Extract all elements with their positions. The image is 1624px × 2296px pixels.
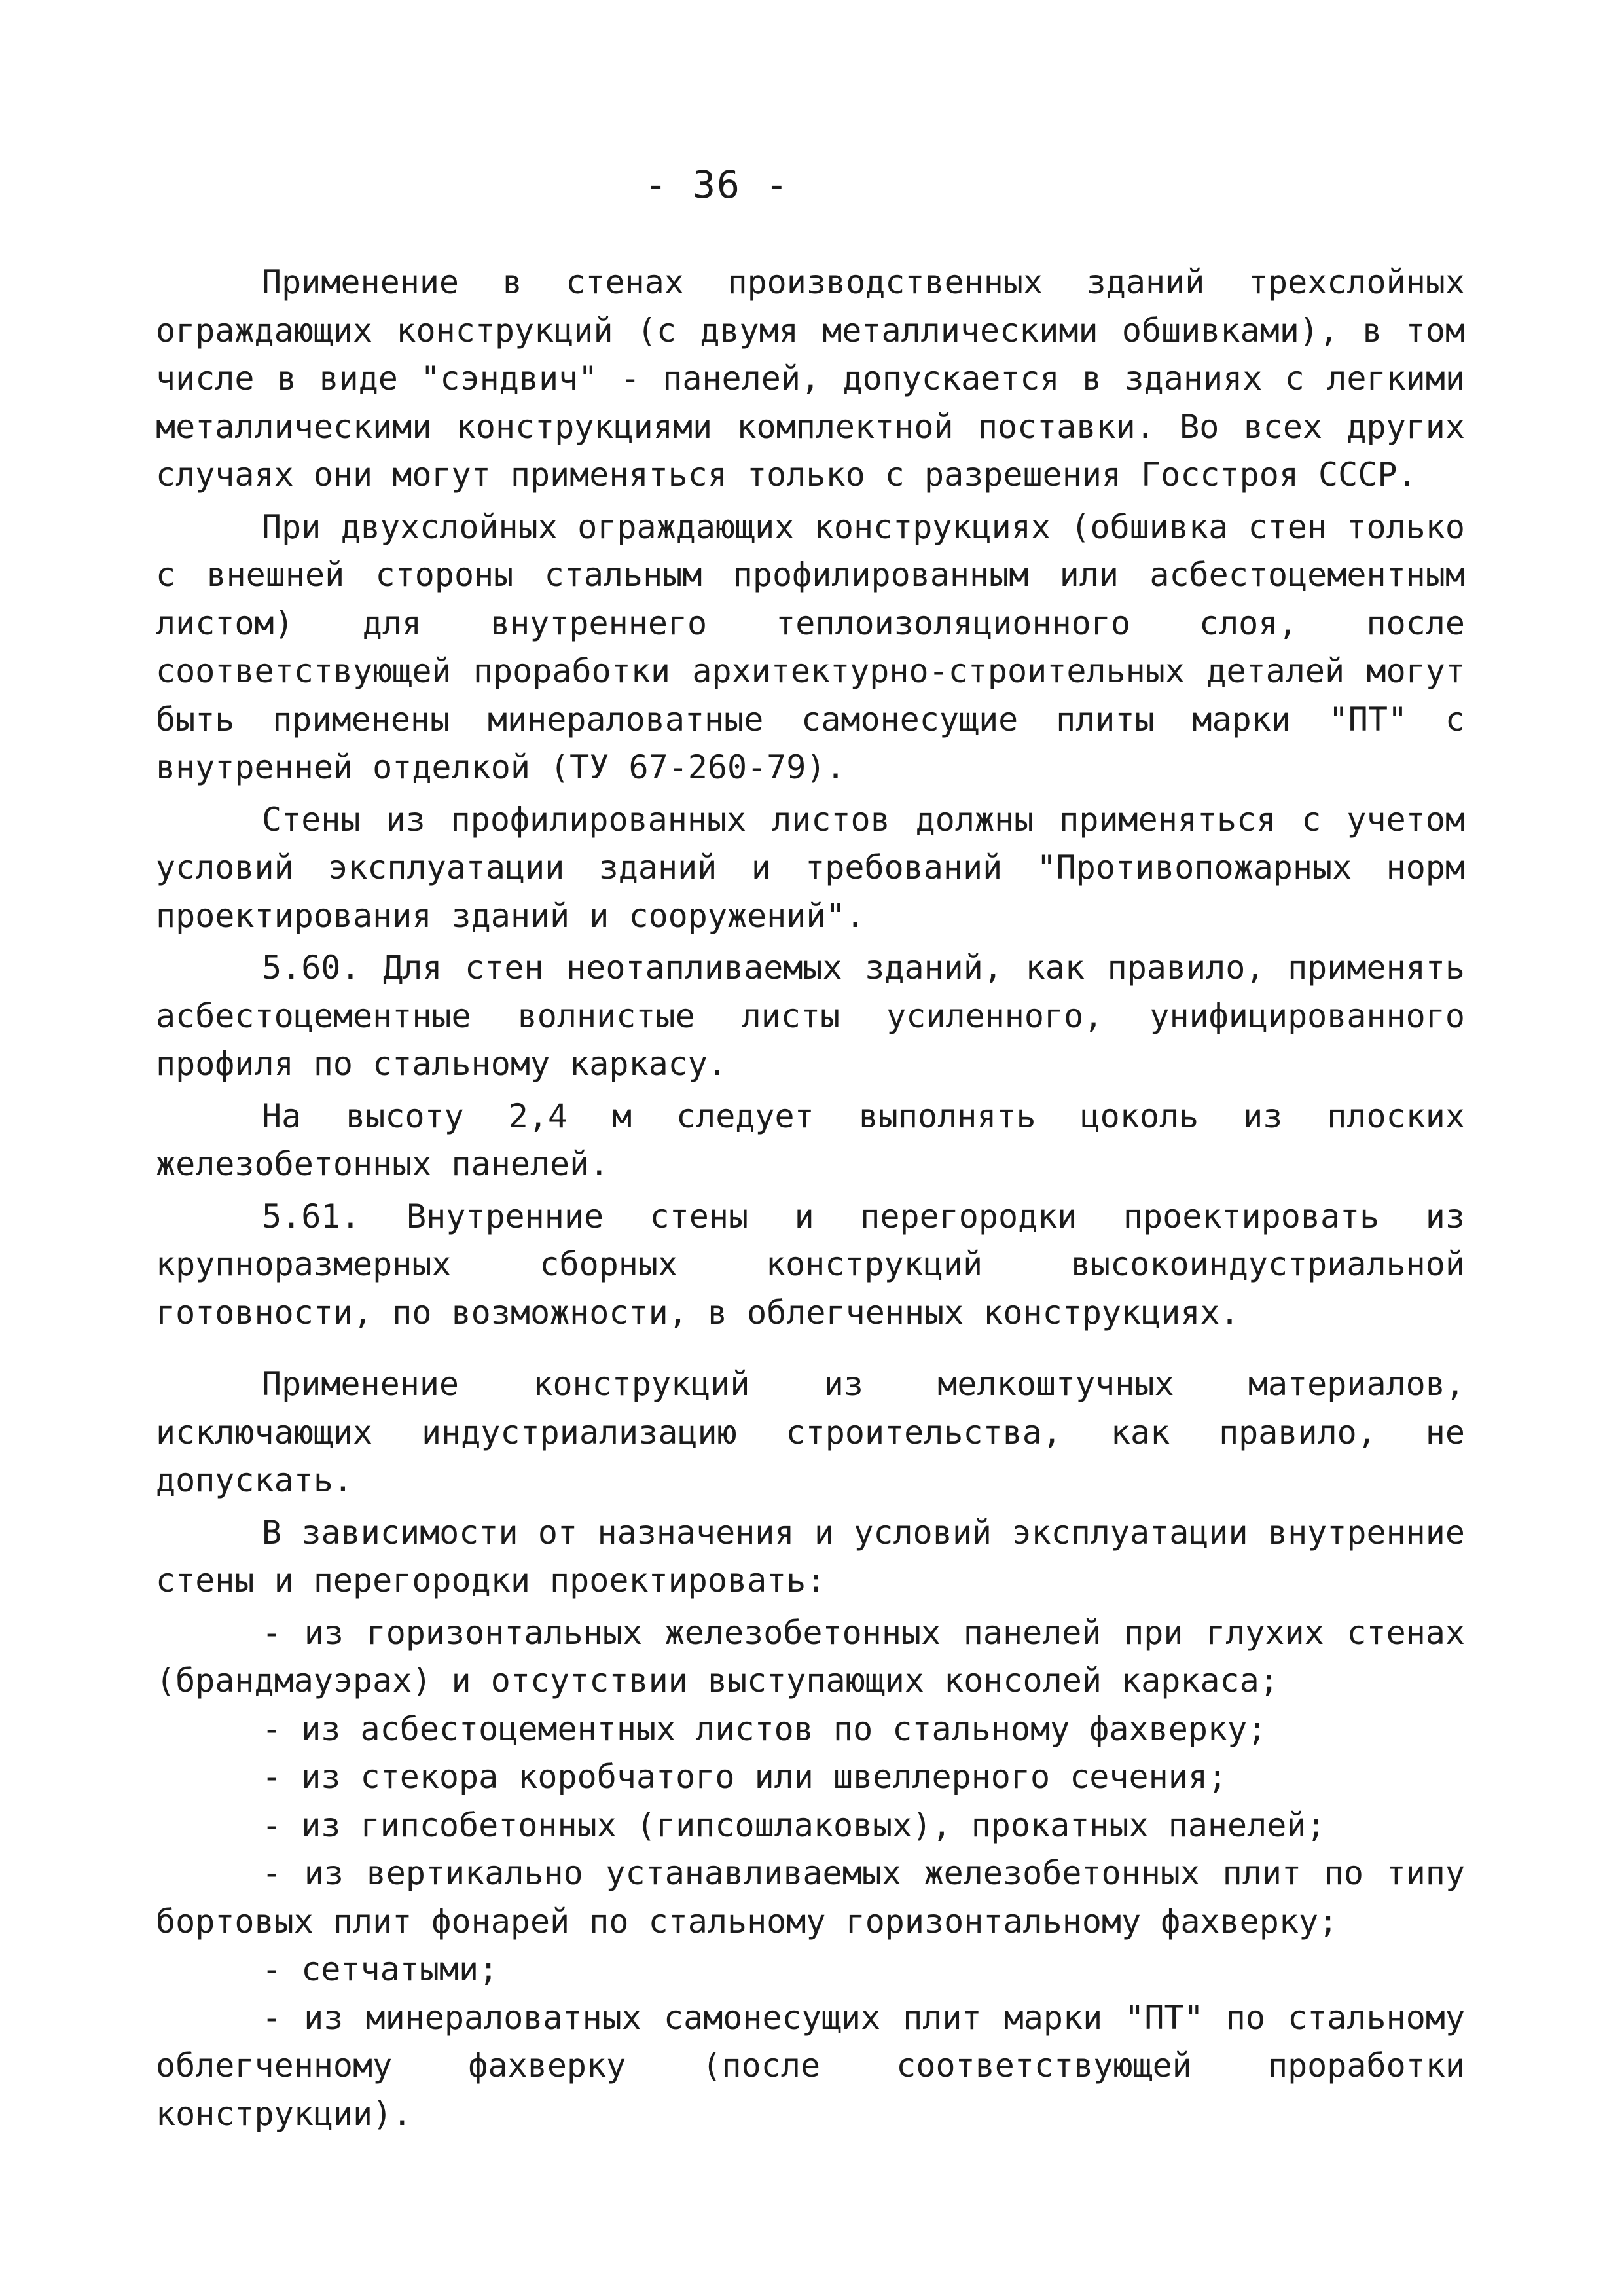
paragraph-small-piece-materials: Применение конструкций из мелкоштучных материалов, исключающих индустриализацию строительства, как правило, не допускать. [156, 1365, 1465, 1499]
clause-5-60: 5.60. Для стен неотапливаемых зданий, как правило, применять асбестоцементные волнистые листы усиленного, унифицированного профиля по стальному каркасу. [156, 949, 1465, 1083]
paragraph-sandwich-panels: Применение в стенах производственных зданий трехслойных ограждающих конструкций (с двумя металлическими обшивками), в том числе в виде "сэндвич" - панелей, допускается в зданиях с легкими металлическими конструкциями комплектной поставки. Во всех других случаях они могут применяться только с разрешения Госстроя СССР. [156, 263, 1465, 494]
list-item-mineral-wool: - из минераловатных самонесущих плит марки "ПТ" по стальному облегченному фахверку (после соответствующей проработки конструкции). [156, 1998, 1465, 2133]
list-item-horizontal-panels: - из горизонтальных железобетонных панелей при глухих стенах (брандмауэрах) и отсутствии выступающих консолей каркаса; [156, 1613, 1465, 1700]
body-text [156, 259, 1465, 2138]
clause-5-61: 5.61. Внутренние стены и перегородки проектировать из крупноразмерных сборных конструкций высокоиндустриальной готовности, по возможности, в облегченных конструкциях. [156, 1197, 1465, 1332]
list-item-mesh: - сетчатыми; [262, 1950, 499, 1988]
paragraph-plinth: На высоту 2,4 м следует выполнять цоколь из плоских железобетонных панелей. [156, 1097, 1465, 1183]
page-number: - 36 - [644, 162, 789, 207]
list-item-asbestos-sheets: - из асбестоцементных листов по стальному фахверку; [262, 1709, 1267, 1748]
list-item-vertical-slabs: - из вертикально устанавливаемых железобетонных плит по типу бортовых плит фонарей по стальному горизонтальному фахверку; [156, 1854, 1465, 1941]
paragraph-profiled-sheets: Стены из профилированных листов должны применяться с учетом условий эксплуатации зданий и требований "Противопожарных норм проектирования зданий и сооружений". [156, 800, 1465, 935]
list-item-stekor: - из стекора коробчатого или швеллерного сечения; [262, 1758, 1228, 1796]
list-item-gypsum-panels: - из гипсобетонных (гипсошлаковых), прокатных панелей; [262, 1806, 1326, 1844]
paragraph-two-layer-structures: При двухслойных ограждающих конструкциях (обшивка стен только с внешней стороны стальным профилированным или асбестоцементным листом) для внутреннего теплоизоляционного слоя, после соответствующей проработки архитектурно-строительных деталей могут быть применены минераловатные самонесущие плиты марки "ПТ" с внутренней отделкой (ТУ 67-260-79). [156, 507, 1465, 786]
paragraph-internal-walls-intro: В зависимости от назначения и условий эксплуатации внутренние стены и перегородки проектировать: [156, 1513, 1465, 1599]
